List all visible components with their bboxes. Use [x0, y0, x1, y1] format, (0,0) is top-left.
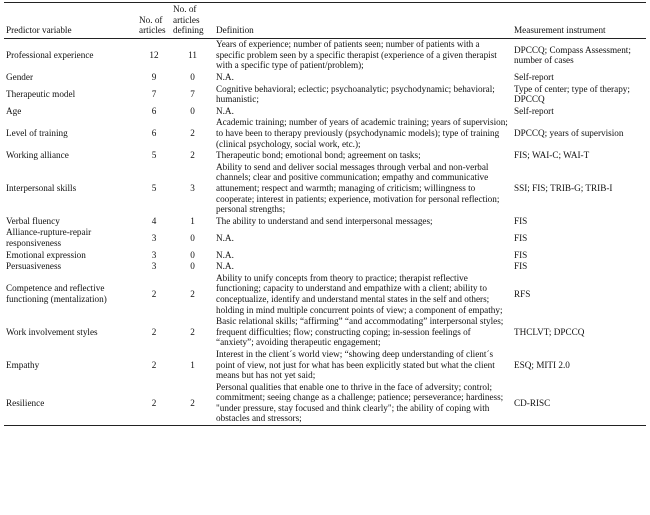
table-row [4, 227, 646, 249]
cell-definition: Ability to unify concepts from theory to practice; therapist reflective functioning; capacity to understand and empathize with a client; ability to conceptualize, identify and understand mental states in the self and others; holding in mind multiple concurrent points of view; a component of empathy; [216, 272, 503, 315]
cell-defining: 2 [190, 326, 195, 337]
cell-predictor: Verbal fluency [6, 215, 60, 226]
table-row [4, 249, 646, 261]
cell-defining: 1 [190, 359, 195, 370]
predictor-table [4, 2, 646, 426]
cell-articles: 3 [151, 249, 157, 260]
cell-defining: 3 [190, 183, 195, 193]
cell-predictor: Professional experience [6, 49, 94, 60]
header-defining: No. of articles defining [173, 4, 204, 36]
cell-definition: N.A. [216, 72, 234, 83]
table-row [4, 316, 646, 349]
cell-instrument: SSI; FIS; TRIB-G; TRIB-I [514, 183, 613, 193]
cell-definition: The ability to understand and send interpersonal messages; [216, 215, 433, 226]
cell-defining: 0 [190, 249, 195, 260]
table-row [4, 117, 646, 150]
table-row [4, 150, 646, 162]
cell-articles: 12 [149, 49, 159, 60]
cell-articles: 2 [151, 326, 157, 337]
cell-instrument: FIS [514, 232, 528, 243]
cell-defining: 2 [190, 128, 195, 139]
cell-definition: Academic training; number of years of academic training; years of supervision; to have been to therapy previously (psychodynamic models); type of training (clinical psychology, social work, etc.); [216, 117, 508, 149]
table-row [4, 348, 646, 381]
cell-defining: 2 [190, 288, 195, 299]
cell-articles: 6 [151, 105, 157, 116]
cell-articles: 9 [151, 72, 157, 83]
table-row [4, 72, 646, 84]
cell-defining: 0 [190, 72, 195, 83]
cell-defining: 2 [190, 150, 195, 161]
cell-defining: 11 [188, 49, 197, 60]
cell-predictor: Working alliance [6, 150, 69, 161]
cell-articles: 2 [151, 359, 157, 370]
cell-predictor: Interpersonal skills [6, 183, 77, 193]
cell-instrument: Type of center; type of therapy; DPCCQ [514, 83, 630, 105]
cell-instrument: CD-RISC [514, 397, 551, 408]
cell-definition: Ability to send and deliver social messages through verbal and non-verbal channels; clear and positive communication; empathy and communicative attunement; respect and warmth; managing of criticism; willingness to cooperate; interest in patients; experience, motivation for personal reflection; personal strengths; [216, 161, 500, 215]
cell-articles: 2 [151, 397, 157, 408]
table-row [4, 161, 646, 215]
cell-articles: 6 [151, 128, 157, 139]
table-row [4, 261, 646, 273]
header-definition: Definition [216, 25, 254, 36]
cell-definition: Cognitive behavioral; eclectic; psychoanalytic; psychodynamic; behavioral; humanistic; [216, 83, 495, 105]
cell-instrument: ESQ; MITI 2.0 [514, 359, 570, 370]
cell-articles: 2 [151, 288, 157, 299]
header-articles: No. of articles [139, 14, 166, 36]
cell-predictor: Alliance-rupture-repair responsiveness [6, 227, 92, 248]
cell-definition: N.A. [216, 249, 234, 260]
cell-definition: N.A. [216, 232, 234, 243]
cell-defining: 2 [190, 397, 195, 408]
cell-instrument: FIS [514, 249, 528, 260]
table-row [4, 272, 646, 315]
cell-definition: Therapeutic bond; emotional bond; agreement on tasks; [216, 150, 421, 161]
cell-predictor: Competence and reflective functioning (mentalization) [6, 283, 107, 304]
cell-instrument: FIS [514, 215, 528, 226]
table-row [4, 381, 646, 425]
table-row [4, 38, 646, 71]
cell-articles: 4 [151, 215, 157, 226]
table-row [4, 215, 646, 227]
cell-predictor: Persuasiveness [6, 261, 62, 272]
table-header-row [4, 3, 646, 39]
header-predictor: Predictor variable [6, 25, 72, 36]
cell-predictor: Empathy [6, 359, 40, 370]
cell-definition: Interest in the client´s world view; “showing deep understanding of client´s point of view, not just for what has been explicitly stated but what the client means but has not yet said; [216, 348, 495, 381]
cell-predictor: Therapeutic model [6, 88, 76, 99]
cell-articles: 3 [151, 232, 157, 243]
cell-instrument: FIS; WAI-C; WAI-T [514, 150, 590, 161]
cell-predictor: Work involvement styles [6, 326, 98, 337]
cell-definition: Basic relational skills; “affirming” “and accommodating” interpersonal styles; frequent difficulties; flow; constructing coping; in-session feelings of “anxiety”; avoiding therapeutic engagement; [216, 316, 504, 348]
cell-defining: 0 [190, 105, 195, 116]
cell-defining: 1 [190, 215, 195, 226]
cell-instrument: RFS [514, 288, 531, 299]
cell-defining: 0 [190, 261, 195, 272]
cell-instrument: DPCCQ; Compass Assessment; number of cases [514, 44, 631, 66]
cell-instrument: FIS [514, 261, 528, 272]
header-instrument: Measurement instrument [514, 25, 606, 36]
cell-articles: 3 [151, 261, 157, 272]
cell-predictor: Resilience [6, 397, 45, 408]
cell-definition: Years of experience; number of patients seen; number of patients with a specific problem seen by a specific therapist (experience of a given therapist with a specific type of patient/problem); [216, 39, 497, 71]
cell-definition: N.A. [216, 105, 234, 116]
cell-articles: 7 [151, 88, 157, 99]
cell-instrument: Self-report [514, 72, 554, 83]
cell-instrument: Self-report [514, 105, 554, 116]
cell-defining: 7 [190, 88, 195, 99]
cell-instrument: DPCCQ; years of supervision [514, 128, 624, 139]
table-row [4, 83, 646, 105]
cell-defining: 0 [190, 232, 195, 243]
cell-predictor: Level of training [6, 128, 68, 139]
cell-predictor: Emotional expression [6, 249, 86, 260]
cell-predictor: Gender [6, 72, 34, 83]
cell-definition: N.A. [216, 261, 234, 272]
cell-predictor: Age [6, 105, 22, 116]
cell-instrument: THCLVT; DPCCQ [514, 326, 585, 337]
cell-definition: Personal qualities that enable one to thrive in the face of adversity; control; commitment; seeing change as a challenge; patience; perseverance; hardiness; "under pressure, stay focused and think clearly"; the ability of coping with obstacles and stressors; [216, 381, 504, 424]
cell-articles: 5 [151, 150, 157, 161]
table-row [4, 105, 646, 117]
cell-articles: 5 [151, 183, 157, 193]
